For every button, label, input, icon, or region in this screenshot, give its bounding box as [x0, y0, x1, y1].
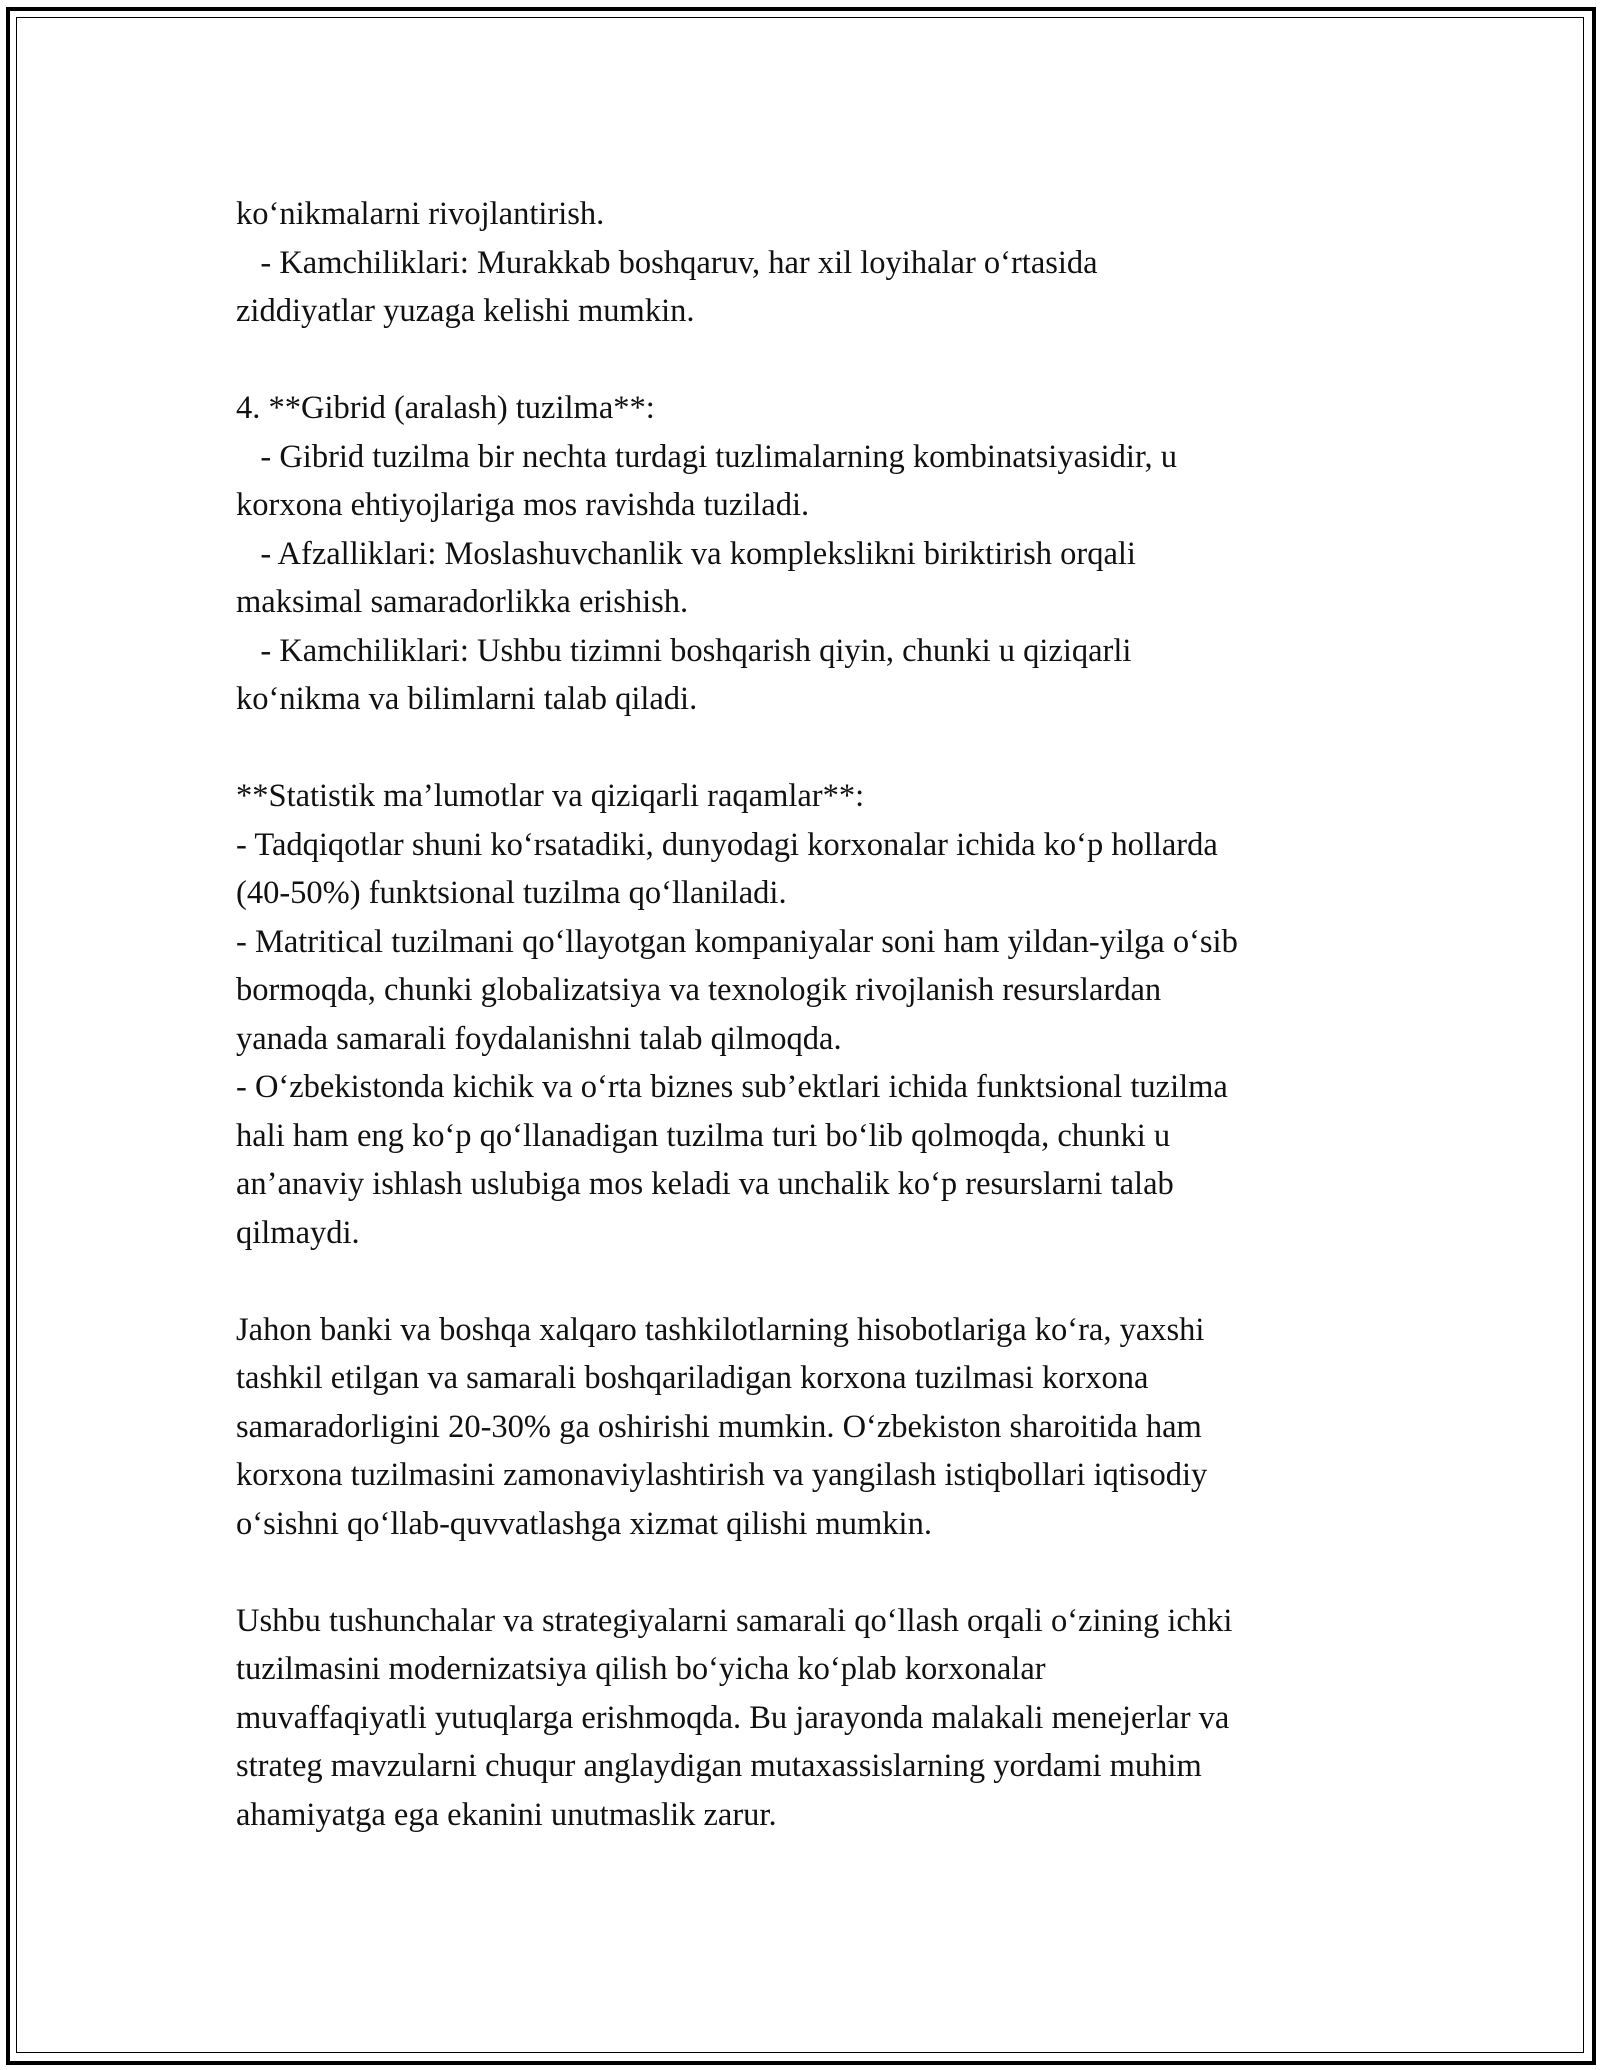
text-line: Ushbu tushunchalar va strategiyalarni samarali qo‘llash orqali o‘zining ichki	[236, 1602, 1233, 1639]
text-line: - Kamchiliklari: Ushbu tizimni boshqarish qiyin, chunki u qiziqarli	[236, 632, 1132, 669]
section-heading: 4. **Gibrid (aralash) tuzilma**:	[236, 390, 655, 426]
text-line: - Afzalliklari: Moslashuvchanlik va komplekslikni biriktirish orqali	[236, 535, 1136, 572]
text-line: korxona ehtiyojlariga mos ravishda tuziladi.	[236, 487, 810, 523]
text-line: - Kamchiliklari: Murakkab boshqaruv, har xil loyihalar o‘rtasida	[236, 244, 1098, 281]
text-line: tuzilmasini modernizatsiya qilish bo‘yicha ko‘plab korxonalar	[236, 1651, 1046, 1687]
paragraph-statistics	[236, 772, 1426, 1257]
paragraph-matrix-cons	[236, 190, 1426, 336]
text-line: ko‘nikmalarni rivojlantirish.	[236, 196, 605, 232]
text-line: ko‘nikma va bilimlarni talab qiladi.	[236, 681, 698, 717]
text-line: yanada samarali foydalanishni talab qilmoqda.	[236, 1020, 842, 1057]
paragraph-gap	[236, 1548, 1426, 1597]
text-line: strateg mavzularni chuqur anglaydigan mutaxassislarning yordami muhim	[236, 1748, 1202, 1784]
document-body	[236, 190, 1426, 1839]
text-line: qilmaydi.	[236, 1214, 360, 1251]
text-line: Jahon banki va boshqa xalqaro tashkilotlarning hisobotlariga ko‘ra, yaxshi	[236, 1311, 1205, 1348]
text-line: (40-50%) funktsional tuzilma qo‘llaniladi.	[236, 875, 787, 911]
text-line: tashkil etilgan va samarali boshqariladigan korxona tuzilmasi korxona	[236, 1360, 1149, 1396]
paragraph-world-bank	[236, 1306, 1426, 1549]
text-line: - Gibrid tuzilma bir nechta turdagi tuzlimalarning kombinatsiyasidir, u	[236, 438, 1177, 475]
text-line: o‘sishni qo‘llab-quvvatlashga xizmat qilishi mumkin.	[236, 1505, 932, 1542]
text-line: - O‘zbekistonda kichik va o‘rta biznes sub’ektlari ichida funktsional tuzilma	[236, 1069, 1228, 1105]
paragraph-hybrid-structure	[236, 384, 1426, 724]
paragraph-gap	[236, 1257, 1426, 1306]
text-line: hali ham eng ko‘p qo‘llanadigan tuzilma turi bo‘lib qolmoqda, chunki u	[236, 1117, 1171, 1154]
text-line: an’anaviy ishlash uslubiga mos keladi va unchalik ko‘p resurslarni talab	[236, 1166, 1174, 1202]
text-line: korxona tuzilmasini zamonaviylashtirish va yangilash istiqbollari iqtisodiy	[236, 1457, 1208, 1493]
paragraph-gap	[236, 724, 1426, 773]
text-line: ahamiyatga ega ekanini unutmaslik zarur.	[236, 1796, 777, 1833]
text-line: ziddiyatlar yuzaga kelishi mumkin.	[236, 293, 695, 329]
paragraph-conclusion	[236, 1597, 1426, 1840]
text-line: samaradorligini 20-30% ga oshirishi mumkin. O‘zbekiston sharoitida ham	[236, 1408, 1202, 1445]
text-line: - Matritical tuzilmani qo‘llayotgan kompaniyalar soni ham yildan-yilga o‘sib	[236, 923, 1238, 960]
section-heading: **Statistik ma’lumotlar va qiziqarli raqamlar**:	[236, 778, 865, 814]
text-line: maksimal samaradorlikka erishish.	[236, 584, 689, 620]
text-line: bormoqda, chunki globalizatsiya va texnologik rivojlanish resurslardan	[236, 972, 1162, 1008]
text-line: muvaffaqiyatli yutuqlarga erishmoqda. Bu jarayonda malakali menejerlar va	[236, 1699, 1230, 1736]
paragraph-gap	[236, 336, 1426, 385]
text-line: - Tadqiqotlar shuni ko‘rsatadiki, dunyodagi korxonalar ichida ko‘p hollarda	[236, 826, 1218, 863]
